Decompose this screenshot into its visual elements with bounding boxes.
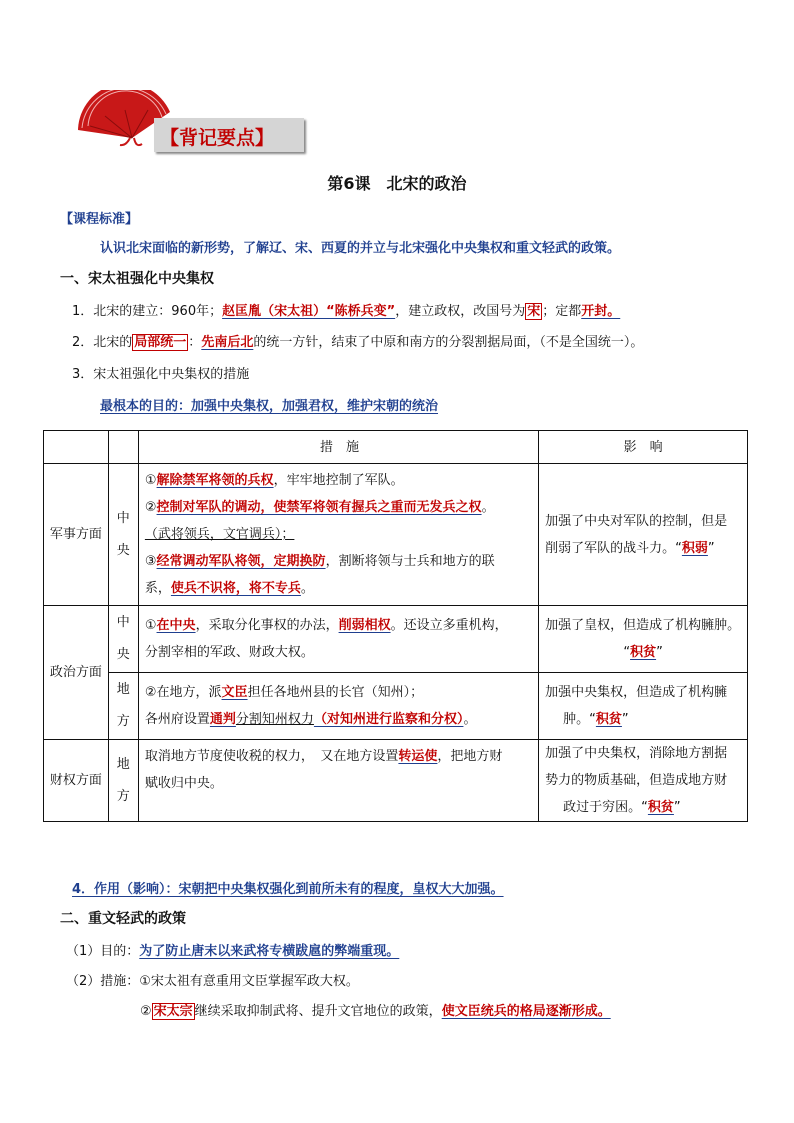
goal-line: （1）目的：为了防止唐末以来武将专横跋扈的弊端重现。 [66, 944, 400, 959]
measure-line: （2）措施：①宋太祖有意重用文臣掌握军政大权。 [66, 974, 359, 989]
header-effects: 影 响 [539, 431, 748, 464]
item1: 1．北宋的建立：960年；赵匡胤（宋太祖）“陈桥兵变”，建立政权，改国号为 宋 ；定都开封。 [72, 304, 621, 319]
page-title: 第6课 北宋的政治 [327, 174, 467, 193]
section2-heading: 二、重文轻武的政策 [60, 911, 186, 927]
table-row-political-central: 政治方面 中央 ①在中央，采取分化事权的办法，削弱相权。还设立多重机构， 分割宰相的军政、财政大权。 加强了皇权，但造成了机构臃肿。 “积贫” [44, 606, 748, 673]
item2: 2．北宋的 局部统一 ：先南后北的统一方针，结束了中原和南方的分裂割据局面，（不是全国统一）。 [72, 335, 644, 350]
standard-text: 认识北宋面临的新形势，了解辽、宋、西夏的并立与北宋强化中央集权和重文轻武的政策。 [100, 241, 621, 256]
table-row-political-local: 地方 ②在地方，派文臣担任各地州县的长官（知州）； 各州府设置通判分割知州权力（对知州进行监察和分权）。 加强中央集权，但造成了机构臃 肿。“积贫” [44, 673, 748, 740]
purpose: 最根本的目的：加强中央集权，加强君权，维护宋朝的统治 [100, 399, 439, 414]
header-banner [70, 90, 310, 160]
table-row-financial: 财权方面 地方 取消地方节度使收税的权力， 又在地方设置转运使，把地方财 赋收归中央。 加强了中央集权，消除地方割据 势力的物质基础，但造成地方财 政过于穷困。“积贫” [44, 740, 748, 822]
measures-table [43, 430, 748, 822]
item3: 3．宋太祖强化中央集权的措施 [72, 367, 250, 382]
banner-label: 【背记要点】 [160, 127, 275, 149]
item4: 4．作用（影响）：宋朝把中央集权强化到前所未有的程度，皇权大大加强。 [72, 882, 504, 897]
table-header-row [44, 431, 748, 464]
measure-line-2: ② 宋太宗 继续采取抑制武将、提升文官地位的政策，使文臣统兵的格局逐渐形成。 [140, 1004, 611, 1019]
banner-tab [154, 118, 304, 152]
standard-label: 【课程标准】 [60, 212, 139, 227]
table-row-military: 军事方面 中央 ①解除禁军将领的兵权，牢牢地控制了军队。 ②控制对军队的调动，使禁军将领有握兵之重而无发兵之权。 （武将领兵，文官调兵）； ③经常调动军队将领，定期换防，割断将领与士兵和地方的联 系，使兵不识将，将不专兵。 加强了中央对军队的控制，但是 削弱了军队的战斗力。“积弱” [44, 464, 748, 606]
header-measures: 措 施 [138, 431, 538, 464]
section1-heading: 一、宋太祖强化中央集权 [60, 271, 214, 287]
